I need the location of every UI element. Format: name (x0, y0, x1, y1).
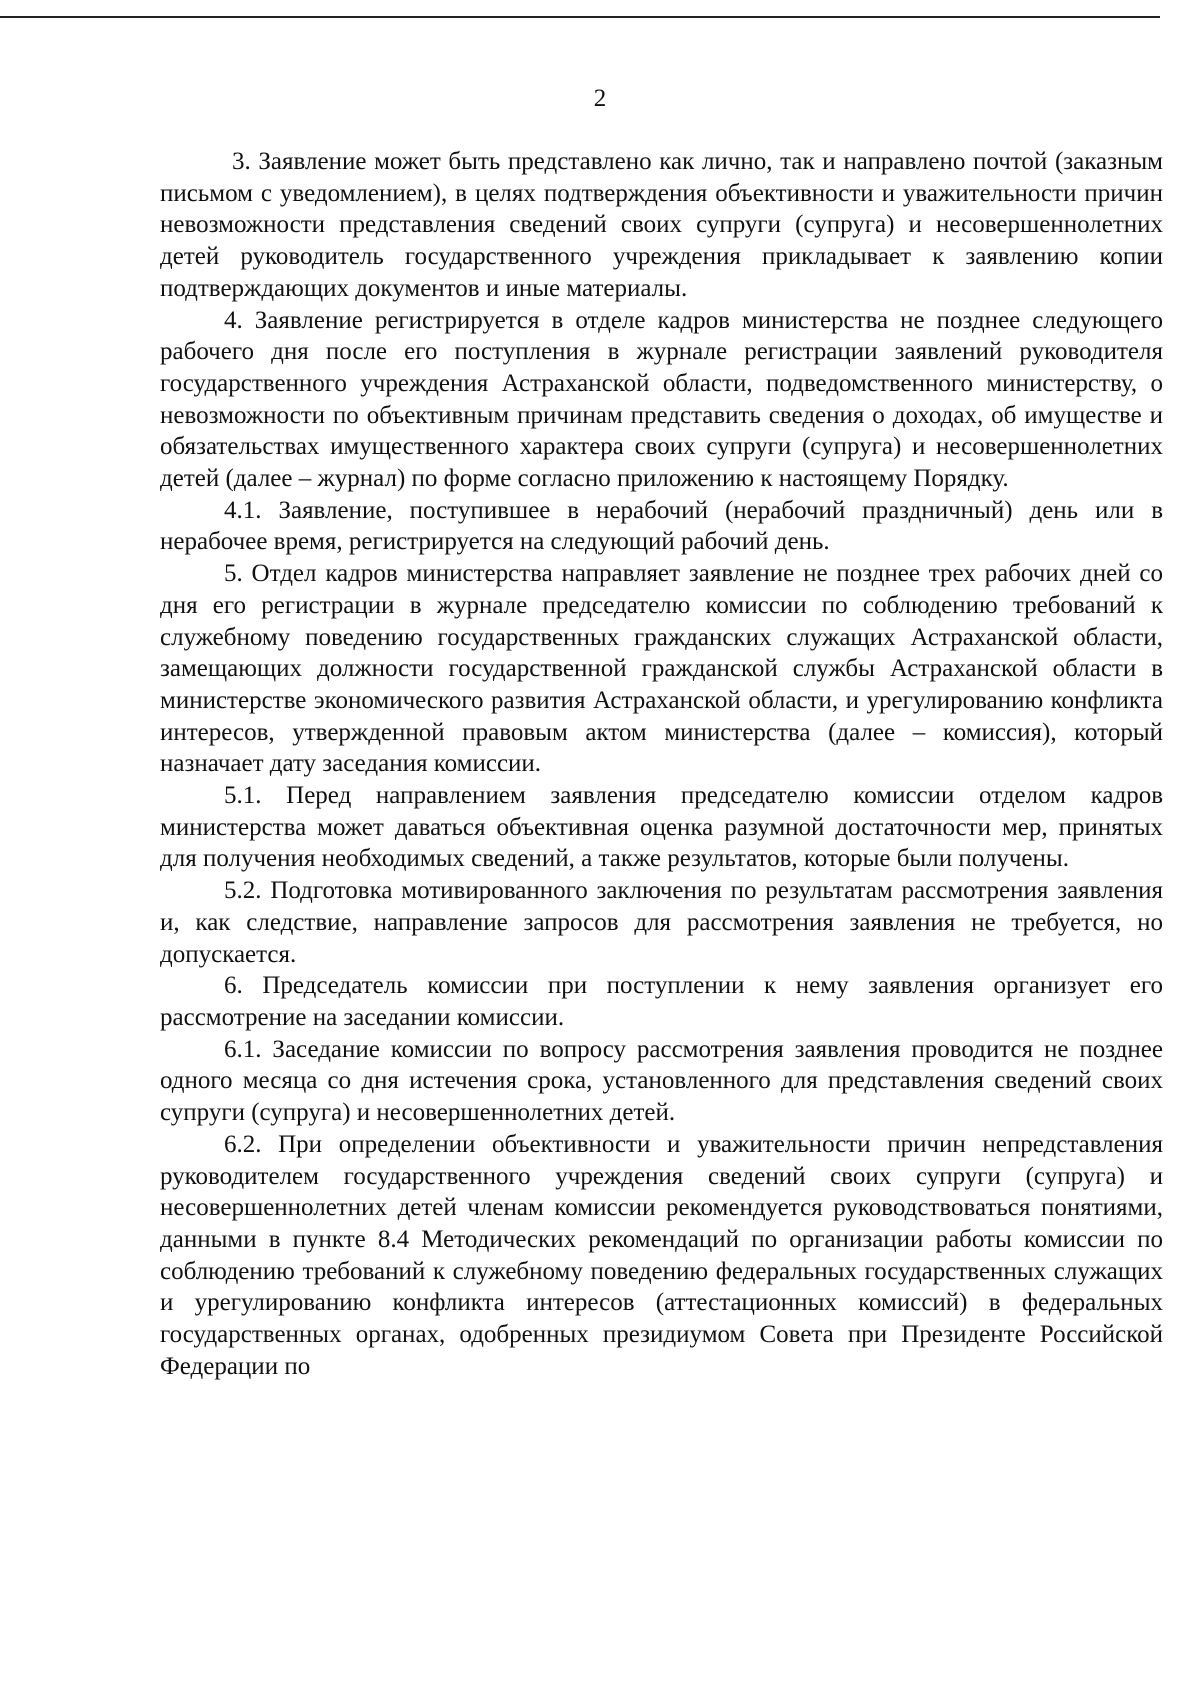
paragraph-6: 6. Председатель комиссии при поступлении к нему заявления организует его рассмотрение на заседании комиссии. (160, 972, 1163, 1031)
document-body (160, 146, 1163, 1382)
top-rule (0, 16, 1160, 18)
paragraph-5-2: 5.2. Подготовка мотивированного заключения по результатам рассмотрения заявления и, как следствие, направление запросов для рассмотрения заявления не требуется, но допускается. (160, 877, 1163, 968)
paragraph-4-1: 4.1. Заявление, поступившее в нерабочий (нерабочий праздничный) день или в нерабочее время, регистрируется на следующий рабочий день. (160, 496, 1163, 556)
paragraph-6-2: 6.2. При определении объективности и уважительности причин непредставления руководителем государственного учреждения сведений своих супруги (супруга) и несовершеннолетних детей членам комиссии рекомендуется руководствоваться понятиями, данными в пункте 8.4 Методических рекомендаций по организации работы комиссии по соблюдению требований к служебному поведению федеральных государственных служащих и урегулированию конфликта интересов (аттестационных комиссий) в федеральных государственных органах, одобренных президиумом Совета при Президенте Российской Федерации по (160, 1130, 1163, 1380)
paragraph-4: 4. Заявление регистрируется в отделе кадров министерства не позднее следующего рабочего дня после его поступления в журнале регистрации заявлений руководителя государственного учреждения Астраханской области, подведомственного министерству, о невозможности по объективным причинам представить сведения о доходах, об имуществе и обязательствах имущественного характера своих супруги (супруга) и несовершеннолетних детей (далее – журнал) по форме согласно приложению к настоящему Порядку. (160, 306, 1163, 493)
paragraph-5-1: 5.1. Перед направлением заявления председателю комиссии отделом кадров министерства может даваться объективная оценка разумной достаточности мер, принятых для получения необходимых сведений, а также результатов, которые были получены. (160, 782, 1163, 873)
paragraph-5: 5. Отдел кадров министерства направляет заявление не позднее трех рабочих дней со дня его регистрации в журнале председателю комиссии по соблюдению требований к служебному поведению государственных гражданских служащих Астраханской области, замещающих должности государственной гражданской службы Астраханской области в министерстве экономического развития Астраханской области, и урегулированию конфликта интересов, утвержденной правовым актом министерства (далее – комиссия), который назначает дату заседания комиссии. (160, 560, 1163, 778)
paragraph-3: 3. Заявление может быть представлено как лично, так и направлено почтой (заказным письмом с уведомлением), в целях подтверждения объективности и уважительности причин невозможности представления сведений своих супруги (супруга) и несовершеннолетних детей руководитель государственного учреждения прикладывает к заявлению копии подтверждающих документов и иные материалы. (160, 148, 1163, 302)
paragraph-6-1: 6.1. Заседание комиссии по вопросу рассмотрения заявления проводится не позднее одного месяца со дня истечения срока, установленного для представления сведений своих супруги (супруга) и несовершеннолетних детей. (160, 1035, 1163, 1127)
page-number: 2 (593, 85, 607, 112)
